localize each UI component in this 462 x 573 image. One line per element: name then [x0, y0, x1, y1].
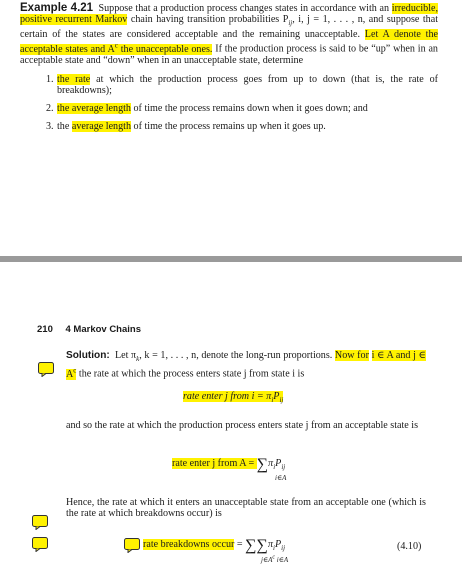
note-icon[interactable] — [32, 515, 48, 530]
question-list — [20, 74, 438, 132]
highlight-irreducible: irreducible, positive recurrent Markov — [20, 3, 439, 26]
solution-label: Solution: — [66, 350, 110, 361]
intro-text: Suppose that a production process changes states in accordance with an — [98, 3, 392, 14]
sum-index-j: j∈A — [261, 556, 273, 565]
example-title: Example 4.21 — [20, 2, 94, 14]
equation-number: (4.10) — [397, 541, 422, 552]
page-divider — [0, 256, 462, 262]
paragraph-2: and so the rate at which the production process enters state j from an acceptable state is — [66, 420, 419, 431]
chapter-title: 4 Markov Chains — [65, 324, 141, 335]
highlight-average-length-up: average length — [71, 121, 131, 133]
intro-text-4: If the production process is said to be “up” when in an acceptable state and “down” when in an unacceptable state, determine — [20, 43, 438, 66]
highlight-rate: the rate — [57, 73, 91, 85]
equation-rate-enter-j-from-a: rate enter j from $A = \sum\pi_iP_{ij}$ i∈A — [172, 456, 287, 482]
highlight-let-a: Let A denote the acceptable states and $A^c$ the unacceptable ones. — [20, 29, 438, 55]
list-item: 3. the average length of time the process remains up when it goes up. — [46, 121, 326, 133]
paragraph-3: Hence, the rate at which it enters an unacceptable state from an acceptable one (which is the rate at which breakdowns occur) is — [66, 497, 426, 520]
list-item: 2. the average length of time the process remains down when it goes down; and — [46, 103, 368, 115]
intro-text-2: chain having transition probabilities P — [127, 14, 289, 26]
highlight-membership: i ∈ A and j ∈ $A^c$ — [66, 350, 426, 380]
equation-rate-enter-j-from-i: rate enter j from $i = \pi_iP_{ij}$ — [183, 391, 284, 405]
example-block: Example 4.21 Suppose that a production process changes states in accordance with an irreducible, positive recurrent Markov chain having transition probabilities $P_{ij}$, i, j = 1, . . . , n, and suppose that certain of the states are considered acceptable and the remaining unacceptable. Let A denote the acceptable states and $A^c$ the unacceptable ones. If the production process is said to be “up” when in an acceptable state and “down” when in an unacceptable state, determine 1. the rate at which the production process goes from up to down (that is, the rate of breakdowns); 2. the average length of time the process remains down when it goes down; and 3. the average length of time the process remains up when it goes up. — [20, 2, 439, 133]
note-icon[interactable] — [38, 362, 54, 377]
sum-index-i: i∈A — [276, 556, 289, 565]
list-item: 1. the rate at which the production process goes from up to down (that is, the rate of breakdowns); — [46, 73, 438, 96]
highlight-average-length: the average length — [57, 103, 131, 115]
intro-text-3: , i, j = 1, . . . , n, and suppose that certain of the states are considered acceptable and the remaining unacceptable. — [20, 14, 439, 41]
note-icon[interactable] — [124, 538, 140, 553]
page-number: 210 — [37, 324, 53, 335]
note-icon[interactable] — [32, 537, 48, 552]
equation-breakdown-rate: rate breakdowns occur = $\sum\sum\pi_iP_{ij}$ $j\in A^c$ i∈A — [143, 537, 289, 565]
sum-index: i∈A — [275, 474, 287, 482]
solution-paragraph: Solution: Let $\pi_k$, k = 1, . . . , n, denote the long-run proportions. Now for i ∈ A and j ∈ $A^c$ the rate at which the process enters state j from state i is — [66, 350, 426, 380]
page-header — [37, 324, 141, 335]
highlight-now-for: Now for — [334, 350, 369, 361]
